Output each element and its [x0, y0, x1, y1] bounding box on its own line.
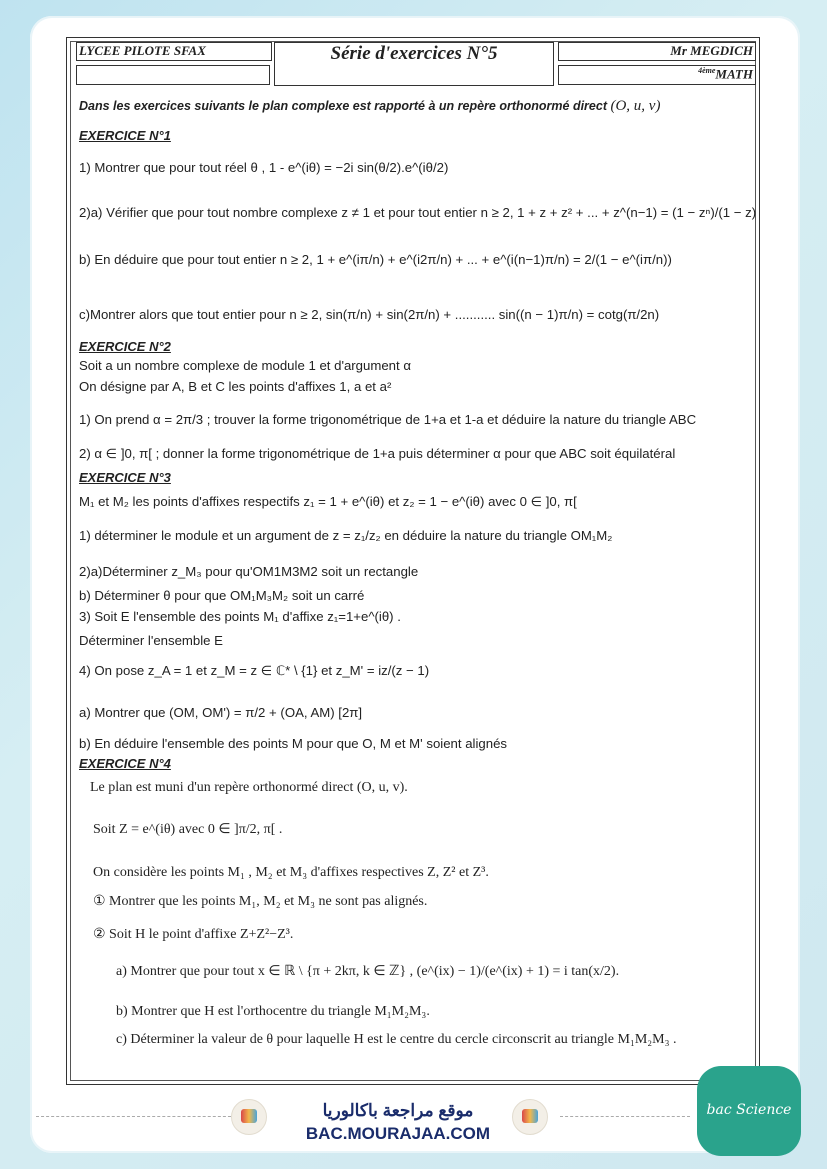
ex2-line1: Soit a un nombre complexe de module 1 et d'argument α	[79, 358, 411, 373]
exercise-1-title: EXERCICE N°1	[79, 128, 171, 143]
ex4-q2: ② Soit H le point d'affixe Z+Z²−Z³.	[93, 927, 294, 942]
empty-header-box	[76, 65, 270, 85]
ex2-q1: 1) On prend α = 2π/3 ; trouver la forme trigonométrique de 1+a et 1-a et déduire la nature du triangle ABC	[79, 412, 697, 427]
footer-rule-left	[36, 1116, 236, 1117]
school-name: LYCEE PILOTE SFAX	[76, 42, 272, 61]
class-label: $^{4ème}$MATH	[558, 65, 756, 85]
ex2-line2: On désigne par A, B et C les points d'affixes 1, a et a²	[79, 379, 392, 394]
ex3-q4a: a) Montrer que (OM, OM') = π/2 + (OA, AM) [2π]	[79, 705, 363, 720]
ex4-q1: ① Montrer que les points M₁, M₂ et M₃ ne sont pas alignés.	[93, 894, 428, 909]
ex3-q1: 1) déterminer le module et un argument de z = z₁/z₂ en déduire la nature du triangle OM₁M₂	[79, 528, 613, 543]
ex3-q3: 3) Soit E l'ensemble des points M₁ d'affixe z₁=1+e^(iθ) .	[79, 609, 401, 624]
ex3-q2a: 2)a)Déterminer z_M₃ pour qu'OM1M3M2 soit un rectangle	[79, 564, 419, 579]
footer-rule-right	[560, 1116, 690, 1117]
page-title: Série d'exercices N°5	[274, 42, 554, 86]
site-logo-icon	[231, 1099, 267, 1135]
exercise-2-title: EXERCICE N°2	[79, 339, 171, 354]
ex4-q2b: b) Montrer que H est l'orthocentre du triangle M₁M₂M₃.	[116, 1004, 430, 1019]
ex3-q3b: Déterminer l'ensemble E	[79, 633, 223, 648]
exercise-4-title: EXERCICE N°4	[79, 756, 171, 771]
ex1-q2b: b) En déduire que pour tout entier n ≥ 2, 1 + e^(iπ/n) + e^(i2π/n) + ... + e^(i(n−1)π/n) = 2/(1 − e^(iπ/n))	[79, 252, 672, 267]
bac-science-logo: bac Science	[697, 1066, 801, 1156]
footer-arabic-text: موقع مراجعة باكالوريا	[322, 1101, 474, 1120]
ex4-q2a: a) Montrer que pour tout x ∈ ℝ \ {π + 2kπ, k ∈ ℤ} , (e^(ix) − 1)/(e^(ix) + 1) = i tan(x/2).	[116, 964, 620, 979]
ex4-line3: On considère les points M₁ , M₂ et M₃ d'affixes respectives Z, Z² et Z³.	[93, 865, 489, 880]
ex4-q2c: c) Déterminer la valeur de θ pour laquelle H est le centre du cercle circonscrit au triangle M₁M₂M₃ .	[116, 1032, 677, 1047]
ex1-q2a: 2)a) Vérifier que pour tout nombre complexe z ≠ 1 et pour tout entier n ≥ 2, 1 + z + z² + ... + z^(n−1) = (1 − zⁿ)/(1 − z)	[79, 205, 757, 220]
ex4-line1: Le plan est muni d'un repère orthonormé direct (O, u, v).	[90, 780, 408, 795]
intro-text: Dans les exercices suivants le plan complexe est rapporté à un repère orthonormé direct (O, u, v)	[79, 98, 661, 114]
footer-url-link[interactable]: BAC.MOURAJAA.COM	[305, 1124, 491, 1143]
site-logo-icon-right	[512, 1099, 548, 1135]
ex3-q2b: b) Déterminer θ pour que OM₁M₃M₂ soit un carré	[79, 588, 365, 603]
exercise-3-title: EXERCICE N°3	[79, 470, 171, 485]
teacher-name: Mr MEGDICH	[558, 42, 756, 61]
ex1-q1: 1) Montrer que pour tout réel θ , 1 - e^(iθ) = −2i sin(θ/2).e^(iθ/2)	[79, 160, 449, 175]
ex4-line2: Soit Z = e^(iθ) avec 0 ∈ ]π/2, π[ .	[93, 822, 283, 837]
ex3-q4: 4) On pose z_A = 1 et z_M = z ∈ ℂ* \ {1} et z_M' = iz/(z − 1)	[79, 663, 430, 678]
ex3-line1: M₁ et M₂ les points d'affixes respectifs z₁ = 1 + e^(iθ) et z₂ = 1 − e^(iθ) avec 0 ∈ ]0, π[	[79, 494, 577, 509]
ex3-q4b: b) En déduire l'ensemble des points M pour que O, M et M' soient alignés	[79, 736, 507, 751]
ex1-q2c: c)Montrer alors que tout entier pour n ≥ 2, sin(π/n) + sin(2π/n) + ........... sin((n − 1)π/n) = cotg(π/2n)	[79, 307, 660, 322]
ex2-q2: 2) α ∈ ]0, π[ ; donner la forme trigonométrique de 1+a puis déterminer α pour que ABC soit équilatéral	[79, 446, 676, 461]
